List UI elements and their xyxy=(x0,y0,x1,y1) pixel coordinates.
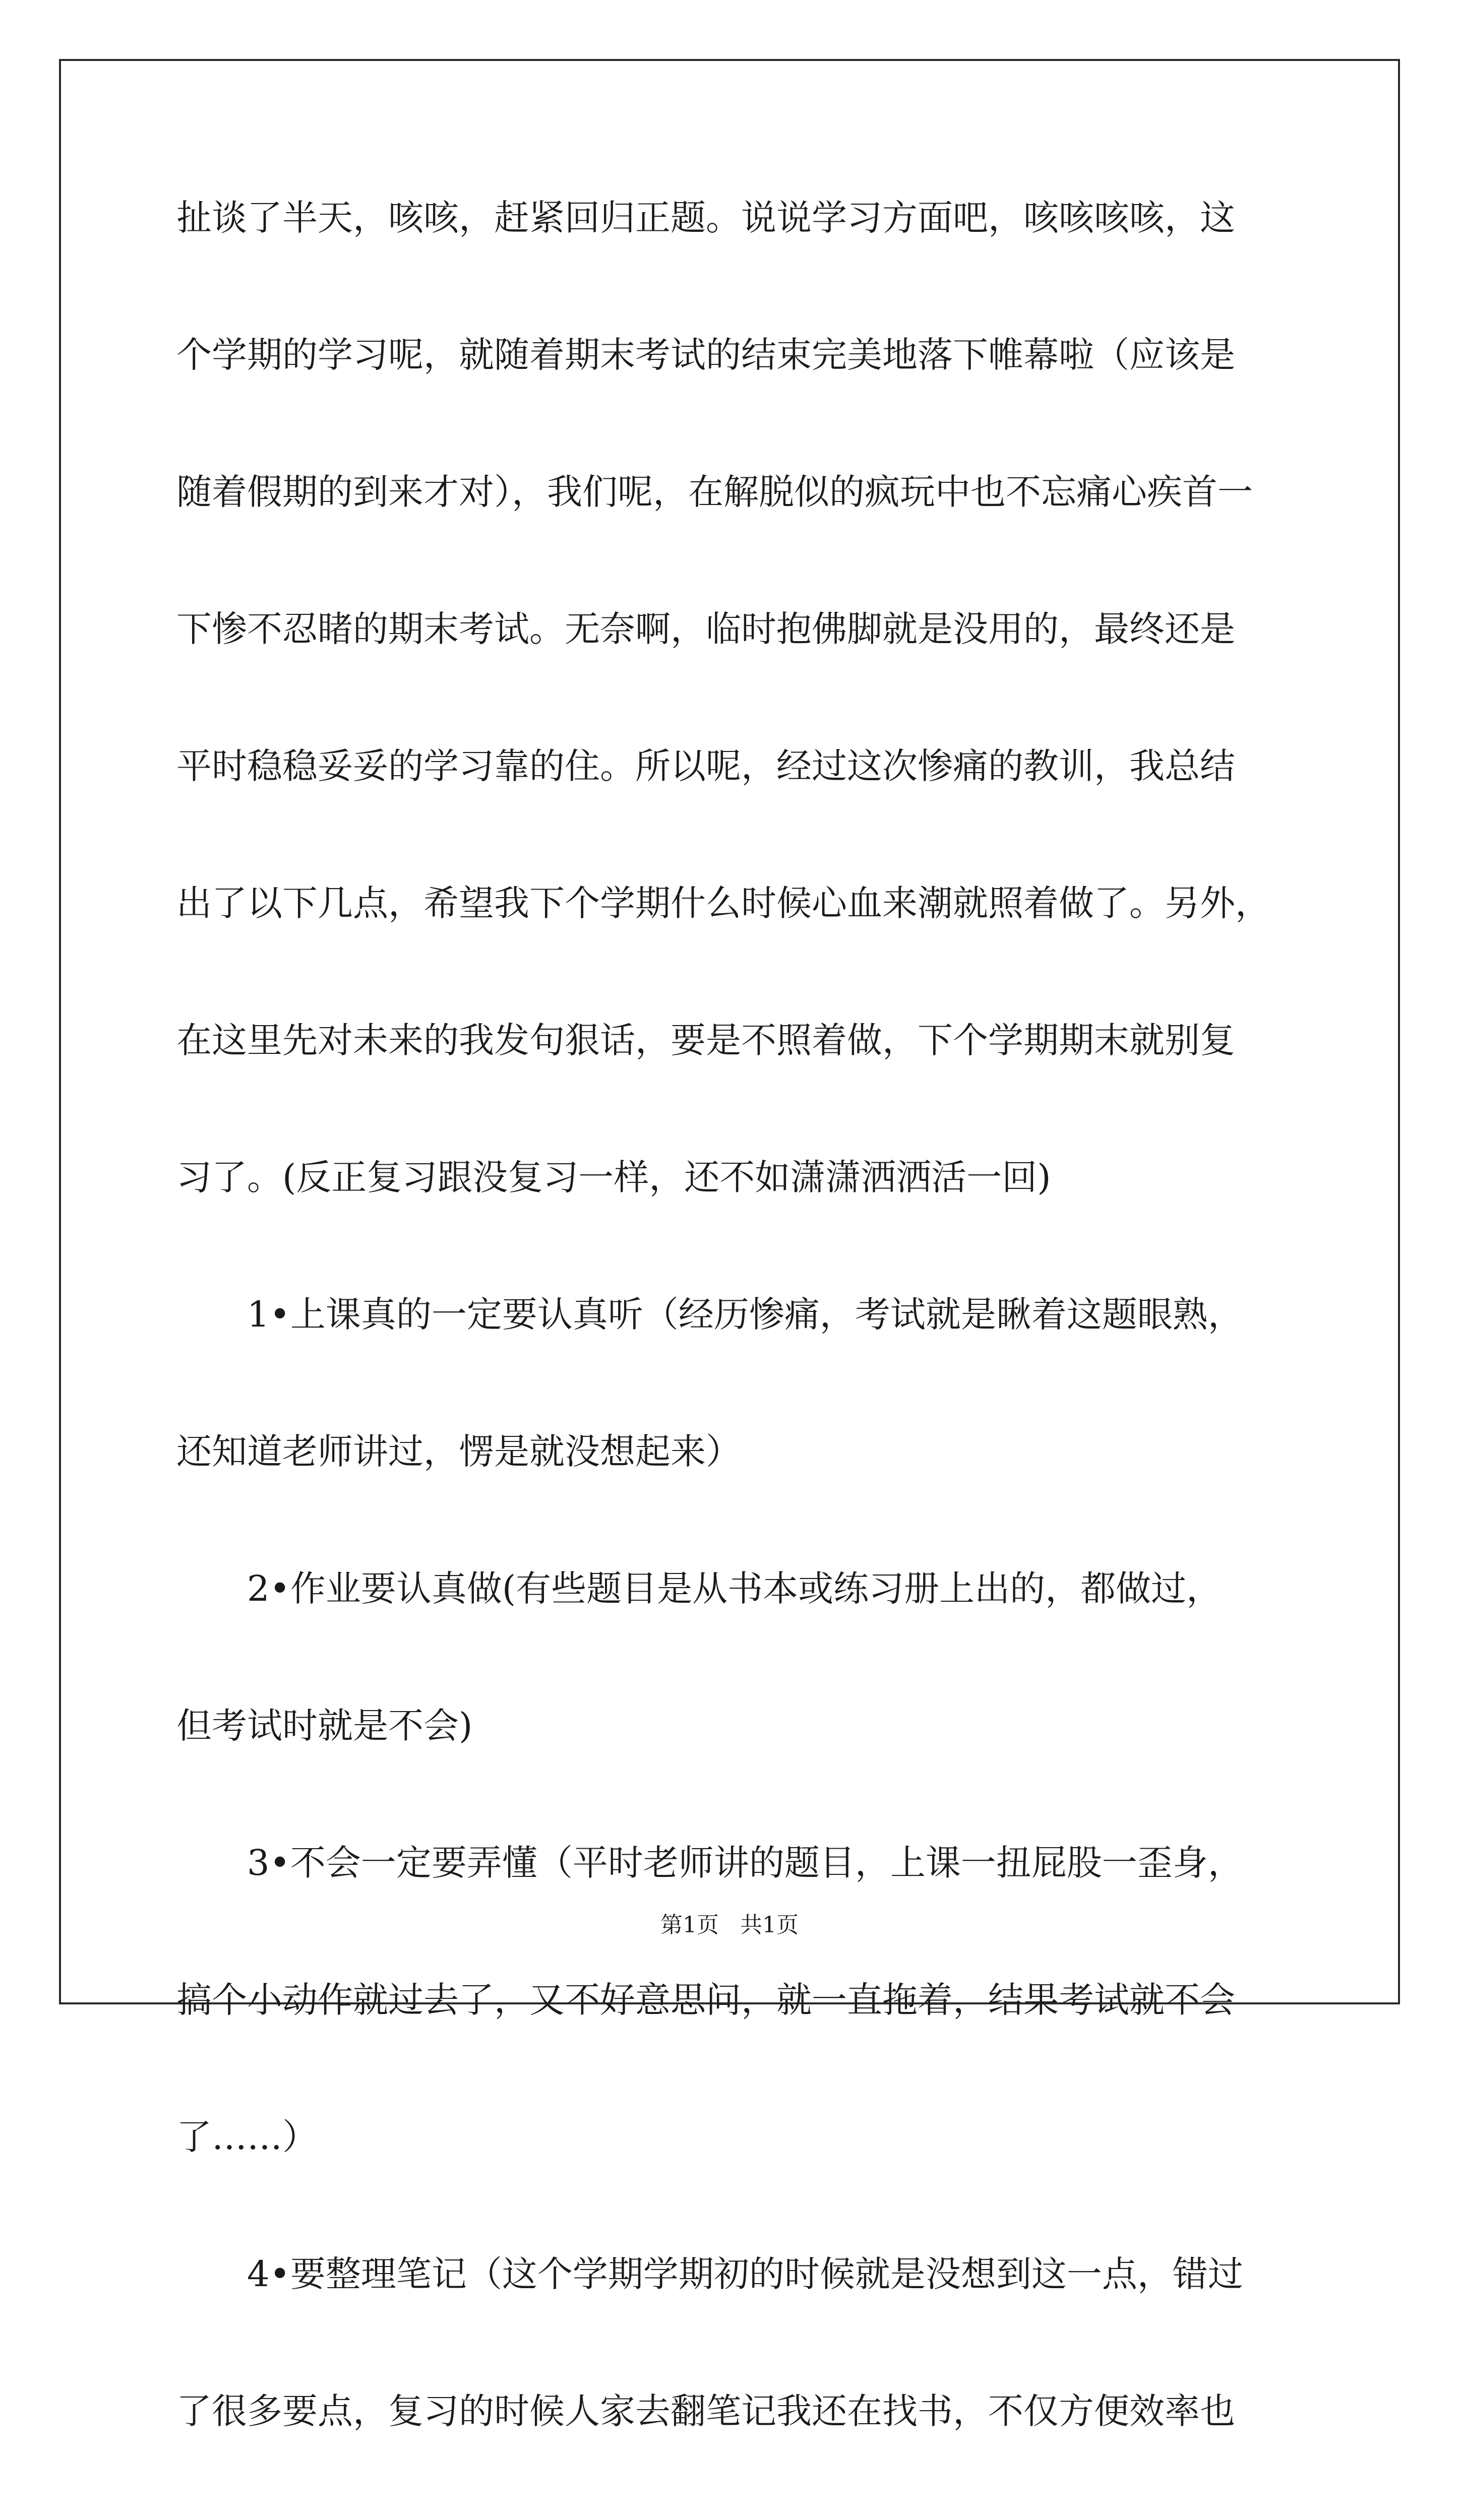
text-line-2: 个学期的学习呢，就随着期末考试的结束完美地落下帷幕啦（应该是 xyxy=(176,334,1235,375)
text-line-6: 出了以下几点，希望我下个学期什么时候心血来潮就照着做了。另外， xyxy=(176,883,1270,924)
text-line-8: 习了。(反正复习跟没复习一样，还不如潇潇洒洒活一回) xyxy=(176,1157,1051,1198)
list-item-2-line-1: 2•作业要认真做(有些题目是从书本或练习册上出的，都做过， xyxy=(247,1568,1222,1609)
list-item-1-line-2: 还知道老师讲过，愣是就没想起来） xyxy=(176,1431,741,1472)
list-item-2-line-2: 但考试时就是不会) xyxy=(176,1705,473,1746)
text-line-1: 扯谈了半天，咳咳，赶紧回归正题。说说学习方面吧，咳咳咳咳，这 xyxy=(176,197,1235,238)
text-line-7: 在这里先对未来的我发句狠话，要是不照着做，下个学期期末就别复 xyxy=(176,1020,1235,1061)
list-item-3-line-2: 搞个小动作就过去了，又不好意思问，就一直拖着，结果考试就不会 xyxy=(176,1979,1235,2021)
list-item-4-line-2: 了很多要点，复习的时候人家去翻笔记我还在找书，不仅方便效率也 xyxy=(176,2390,1235,2432)
text-line-3: 随着假期的到来才对），我们呢，在解脱似的疯玩中也不忘痛心疾首一 xyxy=(176,471,1253,513)
text-line-4: 下惨不忍睹的期末考试。无奈啊，临时抱佛脚就是没用的，最终还是 xyxy=(176,608,1235,650)
page-footer: 第1页 共1页 xyxy=(660,1912,799,1938)
list-item-3-line-3: 了……） xyxy=(176,2116,318,2158)
list-item-3-line-1: 3•不会一定要弄懂（平时老师讲的题目，上课一扭屁股一歪身， xyxy=(247,1842,1243,1883)
list-item-4-line-1: 4•要整理笔记（这个学期学期初的时候就是没想到这一点，错过 xyxy=(247,2253,1243,2295)
list-item-1-line-1: 1•上课真的一定要认真听（经历惨痛，考试就是瞅着这题眼熟， xyxy=(247,1294,1243,1335)
text-line-5: 平时稳稳妥妥的学习靠的住。所以呢，经过这次惨痛的教训，我总结 xyxy=(176,745,1235,787)
document-body xyxy=(176,193,1291,2520)
